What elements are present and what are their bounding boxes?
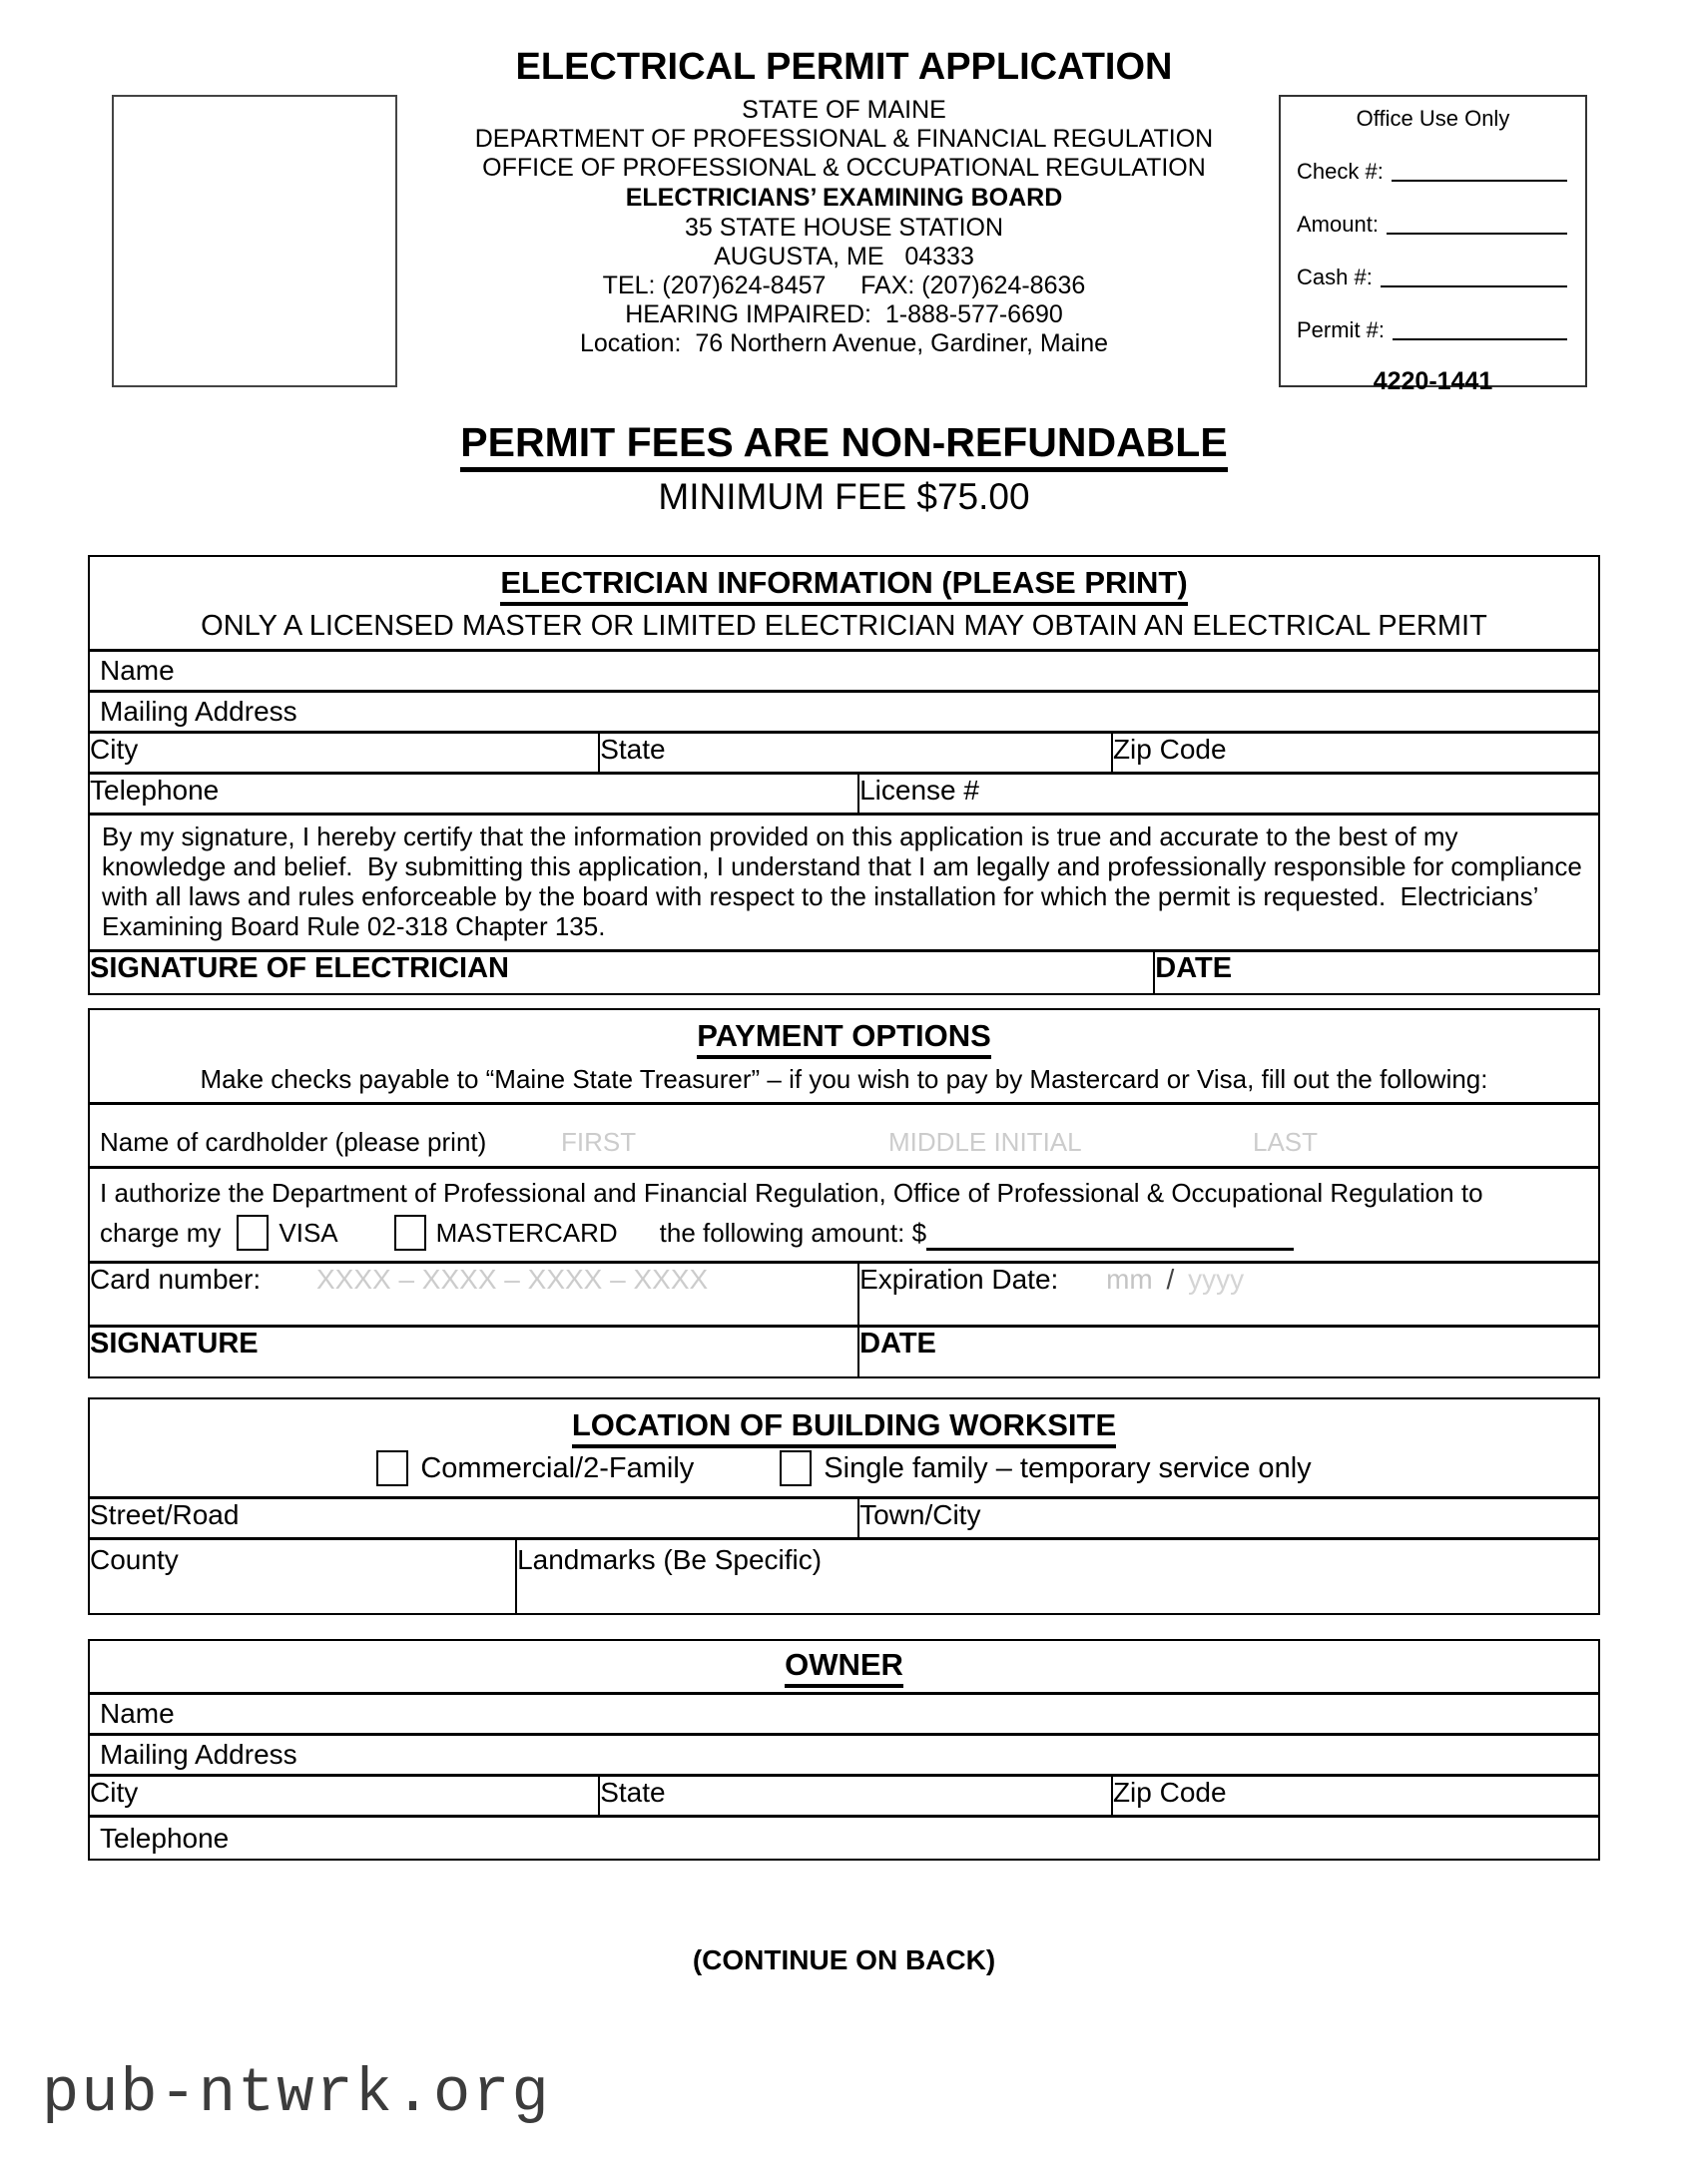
- owner-section-title: OWNER: [785, 1647, 903, 1688]
- visa-label: VISA: [279, 1218, 338, 1248]
- cardholder-last-placeholder[interactable]: LAST: [1253, 1127, 1319, 1157]
- electrician-state-field[interactable]: State: [598, 734, 1111, 772]
- owner-zip-field[interactable]: Zip Code: [1111, 1777, 1598, 1815]
- mastercard-label: MASTERCARD: [435, 1218, 618, 1248]
- amount-blank[interactable]: [1387, 212, 1567, 235]
- electrician-city-field[interactable]: City: [90, 734, 139, 765]
- owner-city-state-zip-row: [90, 1774, 1598, 1815]
- electrician-mailing-field[interactable]: Mailing Address: [100, 696, 297, 727]
- worksite-section-header: [90, 1399, 1598, 1496]
- street-road-field[interactable]: Street/Road: [90, 1499, 240, 1530]
- county-landmarks-row: [90, 1537, 1598, 1613]
- electrician-signature-field[interactable]: SIGNATURE OF ELECTRICIAN: [90, 952, 509, 984]
- single-family-checkbox[interactable]: [780, 1450, 812, 1486]
- cardholder-name-row: [90, 1102, 1598, 1166]
- header-line-office: OFFICE OF PROFESSIONAL & OCCUPATIONAL REGULATION: [482, 154, 1206, 182]
- cash-number-blank[interactable]: [1381, 265, 1567, 287]
- worksite-type-choices: [90, 1448, 1598, 1496]
- cardholder-middle-placeholder[interactable]: MIDDLE INITIAL: [888, 1127, 1082, 1157]
- header-line-department: DEPARTMENT OF PROFESSIONAL & FINANCIAL REGULATION: [474, 125, 1214, 153]
- worksite-title-wrap: [90, 1399, 1598, 1448]
- charge-my-label: charge my: [100, 1218, 222, 1248]
- certification-statement: By my signature, I hereby certify that the information provided on this application is true and accurate to the best of my knowledge and belief. By submitting this application, I understand that I am legally and professionally responsible for compliance with all laws and rules enforceable by the board with respect to the installation for which the permit is requested. Electricians’ Examining Board Rule 02-318 Chapter 135.: [90, 813, 1598, 949]
- commercial-choice: [376, 1450, 694, 1486]
- street-town-row: [90, 1496, 1598, 1537]
- owner-section: [88, 1639, 1600, 1861]
- header-line-station: 35 STATE HOUSE STATION: [684, 214, 1004, 242]
- electrician-signature-row: [90, 949, 1598, 993]
- payment-section-subtitle: Make checks payable to “Maine State Treasurer” – if you wish to pay by Mastercard or Visa, fill out the following:: [200, 1064, 1488, 1094]
- payment-section-title: PAYMENT OPTIONS: [697, 1018, 991, 1059]
- form-code: 4220-1441: [1373, 367, 1493, 395]
- mastercard-checkbox[interactable]: [394, 1215, 426, 1251]
- county-field[interactable]: County: [90, 1544, 179, 1575]
- electrician-section-subtitle: ONLY A LICENSED MASTER OR LIMITED ELECTRICIAN MAY OBTAIN AN ELECTRICAL PERMIT: [201, 610, 1487, 642]
- cardholder-label: Name of cardholder (please print): [100, 1127, 487, 1157]
- owner-mailing-row[interactable]: [90, 1733, 1598, 1774]
- watermark-text: pub-ntwrk.org: [42, 2058, 551, 2129]
- cash-number-label: Cash #:: [1297, 265, 1373, 289]
- card-number-field[interactable]: [90, 1264, 857, 1325]
- electrician-section-header: [90, 557, 1598, 649]
- expiration-separator: /: [1166, 1264, 1175, 1295]
- owner-telephone-row[interactable]: [90, 1815, 1598, 1859]
- electrician-date-field[interactable]: DATE: [1153, 952, 1598, 993]
- owner-name-field[interactable]: Name: [100, 1698, 175, 1729]
- owner-telephone-field[interactable]: Telephone: [100, 1822, 230, 1854]
- owner-state-field[interactable]: State: [598, 1777, 1111, 1815]
- expiration-date-label: Expiration Date:: [859, 1264, 1059, 1295]
- commercial-label: Commercial/2-Family: [420, 1451, 695, 1484]
- electrician-mailing-row[interactable]: [90, 690, 1598, 731]
- card-number-placeholder[interactable]: XXXX – XXXX – XXXX – XXXX: [315, 1264, 709, 1295]
- expiration-date-field[interactable]: [857, 1264, 1598, 1325]
- header-line-board: ELECTRICIANS’ EXAMINING BOARD: [625, 184, 1063, 212]
- amount-to-charge-blank[interactable]: [926, 1218, 1294, 1251]
- owner-city-field[interactable]: City: [90, 1777, 139, 1808]
- header-line-city: AUGUSTA, ME 04333: [714, 243, 974, 271]
- cardholder-first-placeholder[interactable]: FIRST: [561, 1127, 637, 1157]
- card-number-label: Card number:: [90, 1264, 262, 1295]
- payment-options-section: [88, 1008, 1600, 1378]
- electrician-information-section: [88, 555, 1600, 995]
- header-line-hearing: HEARING IMPAIRED: 1-888-577-6690: [625, 300, 1063, 328]
- header-line-location: Location: 76 Northern Avenue, Gardiner, Maine: [579, 329, 1109, 357]
- electrician-name-field[interactable]: Name: [100, 655, 175, 686]
- visa-checkbox[interactable]: [237, 1215, 269, 1251]
- authorization-charge-line: [100, 1215, 1588, 1251]
- amount-to-charge-label: the following amount: $: [659, 1218, 927, 1248]
- office-use-permit-field: [1297, 317, 1569, 343]
- owner-section-header: [90, 1641, 1598, 1692]
- landmarks-field[interactable]: Landmarks (Be Specific): [515, 1540, 1598, 1613]
- electrician-city-state-zip-row: [90, 731, 1598, 772]
- single-family-label: Single family – temporary service only: [824, 1451, 1312, 1484]
- worksite-section-title: LOCATION OF BUILDING WORKSITE: [572, 1407, 1116, 1448]
- worksite-location-section: [88, 1397, 1600, 1615]
- electrician-zip-field[interactable]: Zip Code: [1111, 734, 1598, 772]
- authorization-text: I authorize the Department of Professional and Financial Regulation, Office of Professional & Occupational Regulation to: [100, 1178, 1483, 1208]
- payment-section-header: [90, 1010, 1598, 1102]
- owner-mailing-field[interactable]: Mailing Address: [100, 1739, 297, 1770]
- town-city-field[interactable]: Town/City: [857, 1499, 1598, 1537]
- office-use-check-field: [1297, 159, 1569, 185]
- page-title: ELECTRICAL PERMIT APPLICATION: [515, 46, 1173, 88]
- commercial-checkbox[interactable]: [376, 1450, 408, 1486]
- expiration-year-placeholder[interactable]: yyyy: [1188, 1264, 1245, 1295]
- electrician-telephone-field[interactable]: Telephone: [90, 775, 220, 806]
- office-use-only-box: [1279, 95, 1587, 395]
- amount-label: Amount:: [1297, 212, 1379, 237]
- office-use-title: Office Use Only: [1356, 106, 1510, 131]
- electrician-license-field[interactable]: License #: [857, 775, 1598, 813]
- continue-on-back-note: (CONTINUE ON BACK): [692, 1944, 996, 1975]
- check-number-blank[interactable]: [1392, 159, 1567, 182]
- office-use-amount-field: [1297, 212, 1569, 238]
- expiration-month-placeholder[interactable]: mm: [1106, 1264, 1153, 1295]
- fees-banner: [0, 419, 1688, 520]
- header-line-state: STATE OF MAINE: [742, 96, 946, 124]
- payment-date-field[interactable]: DATE: [857, 1328, 1598, 1376]
- permit-number-label: Permit #:: [1297, 317, 1386, 342]
- card-number-expiration-row: [90, 1261, 1598, 1325]
- fees-nonrefundable-heading: PERMIT FEES ARE NON-REFUNDABLE: [460, 419, 1227, 472]
- minimum-fee-text: MINIMUM FEE $75.00: [658, 476, 1030, 517]
- electrician-phone-license-row: [90, 772, 1598, 813]
- payment-signature-row: [90, 1325, 1598, 1376]
- permit-number-blank[interactable]: [1393, 317, 1567, 340]
- owner-name-row[interactable]: [90, 1692, 1598, 1733]
- header-line-tel-fax: TEL: (207)624-8457 FAX: (207)624-8636: [602, 272, 1086, 299]
- office-use-cash-field: [1297, 265, 1569, 290]
- authorization-row: [90, 1166, 1598, 1261]
- check-number-label: Check #:: [1297, 159, 1384, 184]
- single-family-choice: [780, 1450, 1311, 1486]
- payment-signature-field[interactable]: SIGNATURE: [90, 1328, 259, 1360]
- electrician-name-row[interactable]: [90, 649, 1598, 690]
- electrician-section-title: ELECTRICIAN INFORMATION (PLEASE PRINT): [500, 565, 1187, 606]
